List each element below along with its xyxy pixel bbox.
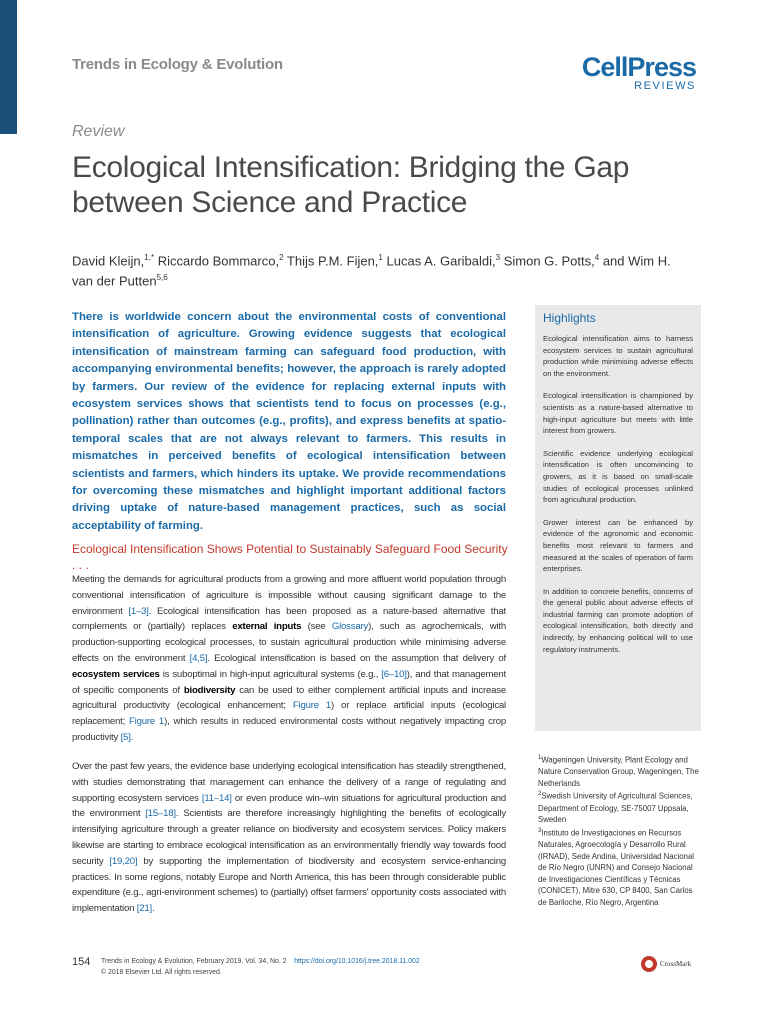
sidebar-color-bar: [0, 0, 17, 134]
author-affiliation-mark: 2: [279, 253, 284, 262]
body-text: .: [130, 731, 134, 743]
body-text: Over the past few years, the evidence base underlying ecological intensification has steadily strengthened, with studies demonstrating that management can enhance the delivery of a range of regulating and supporting ecosystem services: [72, 761, 506, 804]
highlight-item: Ecological intensification is championed by scientists as a nature-based alternative to high-input agriculture but meets with little interest from growers.: [543, 391, 693, 436]
author-affiliation-mark: 5,6: [156, 273, 168, 283]
body-text: by supporting the implementation of biodiversity and ecosystem service-enhancing practices. In some regions, notably Europe and North America, this has been through considerable public expenditure (e.g., agri-environment schemes) to (partially) offset farmers' opportunity costs associated with implementation: [72, 855, 506, 915]
article-type-label: Review: [72, 123, 125, 140]
body-text: ), which results in reduced environmental costs without negatively impacting crop productivity: [72, 716, 506, 743]
author-affiliation-mark: 3: [495, 253, 501, 262]
page-number: 154: [72, 956, 91, 968]
body-text: Meeting the demands for agricultural products from a growing and more affluent world population through conventional intensification of agriculture is impossible without causing significant damage to the environment: [72, 574, 506, 617]
author-affiliation-mark: 1,*: [144, 253, 155, 262]
reference-link[interactable]: [5]: [120, 731, 131, 743]
reference-link[interactable]: Glossary: [331, 621, 369, 633]
footer-citation: [101, 956, 420, 978]
reference-link[interactable]: Figure 1: [292, 700, 332, 712]
body-text: . Ecological intensification has been proposed as a nature-based alternative that complements or (partially) replaces: [72, 605, 506, 633]
reference-link[interactable]: [19,20]: [109, 855, 138, 867]
article-title: Ecological Intensification: Bridging the Gap between Science and Practice: [72, 151, 630, 219]
author-name: Simon G. Potts,: [503, 253, 595, 269]
reference-link[interactable]: [6–10]: [381, 668, 407, 680]
affiliations: [538, 753, 703, 909]
citation-text: Trends in Ecology & Evolution, February 2019, Vol. 34, No. 2: [101, 958, 287, 965]
logo-main-text: CellPress: [581, 52, 696, 82]
author-name: and Wim H. van der Putten: [72, 253, 671, 289]
doi-link[interactable]: https://doi.org/10.1016/j.tree.2018.11.002: [294, 958, 420, 965]
body-text: or even produce win–win situations for agricultural production and the environment: [72, 792, 506, 820]
body-text: . Scientists are therefore increasingly highlighting the benefits of ecologically intensifying agriculture through a greater reliance on biodiversity and ecosystem services. Policy makers likewise are starting to embrace ecological intensification as an environmentally friendly way towards food security: [72, 808, 506, 867]
affiliation-item: $^3$Instituto de Investigaciones en Recursos Naturales, Agroecología y Desarrollo Rural (IRNAD), Sede Andina, Universidad Nacional de Río Negro (UNRN) and Consejo Nacional de Investigaciones Científicas y Técnicas (CONICET), Mitre 630, CP 8400, San Carlos de Bariloche, Río Negro, Argentina: [538, 827, 695, 907]
author-name: Thijs P.M. Fijen,: [286, 253, 379, 269]
body-paragraph-1: [72, 572, 506, 746]
crossmark-badge[interactable]: [641, 956, 691, 972]
author-affiliation-mark: 1: [378, 253, 383, 262]
body-text: .: [151, 903, 155, 915]
crossmark-label: CrossMark: [660, 960, 692, 968]
reference-link[interactable]: [1–3]: [128, 605, 149, 617]
abstract: There is worldwide concern about the environmental costs of conventional intensification of agriculture. Growing evidence suggests that ecological intensification of mainstream farming can safeguard food production, with accompanying environmental benefits; however, the approach is rarely adopted by farmers. Our review of the evidence for replacing external inputs with ecosystem services shows that scientists tend to focus on processes (e.g., pollination) rather than outcomes (e.g., profits), and express benefits at spatio-temporal scales that are not always relevant to farmers. This results in mismatches in perceived benefits of ecological intensification between scientists and farmers, which hinders its uptake. We provide recommendations for overcoming these mismatches and highlight important additional factors driving uptake of nature-based management practices, such as social acceptability of farming.: [72, 311, 506, 532]
author-name: Lucas A. Garibaldi,: [386, 253, 496, 269]
body-text: is suboptimal in high-input agricultural systems (e.g.,: [159, 668, 382, 680]
glossary-term: external inputs: [232, 621, 302, 633]
reference-link[interactable]: [11–14]: [201, 792, 232, 804]
body-text: ), such as agrochemicals, with production-supporting ecological processes, to sustain agricultural production while minimising adverse effects on the environment: [72, 621, 507, 664]
highlight-item: Scientific evidence underlying ecological intensification is often unconvincing to growers, as it is based on small-scale studies of ecological processes unlinked from agricultural production.: [543, 448, 693, 505]
body-paragraph-2: [72, 759, 506, 917]
section-heading: Ecological Intensification Shows Potential to Sustainably Safeguard Food Security . . .: [72, 542, 508, 572]
body-text: . Ecological intensification is based on the assumption that delivery of: [207, 652, 506, 664]
highlight-item: In addition to concrete benefits, concerns of the general public about adverse effects of industrial farming can promote adoption of ecological intensification, both directly and indirectly, by enhancing political will to use regulatory instruments.: [543, 586, 693, 654]
highlights-box: [535, 305, 701, 731]
reference-link[interactable]: [15–18]: [145, 808, 176, 820]
affiliation-item: $^1$Wageningen University, Plant Ecology and Nature Conservation Group, Wageningen, The Netherlands: [538, 755, 699, 788]
highlights-title: Highlights: [543, 311, 596, 325]
highlight-item: Ecological intensification aims to harness ecosystem services to sustain agricultural production while minimising adverse effects on the environment.: [543, 334, 693, 378]
logo-sub-text: REVIEWS: [634, 80, 696, 92]
body-text: can be used to either complement artificial inputs and increase agricultural productivity (ecological enhancement;: [72, 684, 506, 712]
highlight-item: Grower interest can be enhanced by evidence of the agronomic and economic benefits most relevant to farmers and measured at the scales of operation of farm enterprises.: [543, 517, 693, 574]
crossmark-icon: [641, 956, 657, 972]
body-text: ), and that management of specific components of: [72, 668, 506, 696]
reference-link[interactable]: Figure 1: [129, 716, 165, 728]
reference-link[interactable]: [21]: [136, 903, 152, 915]
author-list: [72, 249, 692, 290]
affiliation-item: $^2$Swedish University of Agricultural Sciences, Department of Ecology, SE-75007 Uppsala, Sweden: [538, 791, 693, 825]
author-affiliation-mark: 4: [594, 253, 600, 262]
author-name: Riccardo Bommarco,: [157, 253, 280, 269]
glossary-term: biodiversity: [183, 684, 236, 696]
author-name: David Kleijn,: [72, 253, 145, 269]
glossary-term: ecosystem services: [72, 668, 160, 680]
cellpress-logo[interactable]: [578, 54, 696, 93]
reference-link[interactable]: [4,5]: [189, 652, 208, 664]
copyright-text: © 2018 Elsevier Ltd. All rights reserved.: [101, 969, 222, 976]
body-text: ) or replace artificial inputs (ecological replacement;: [72, 700, 506, 728]
journal-name: Trends in Ecology & Evolution: [72, 56, 283, 73]
body-text: (see: [301, 621, 332, 633]
